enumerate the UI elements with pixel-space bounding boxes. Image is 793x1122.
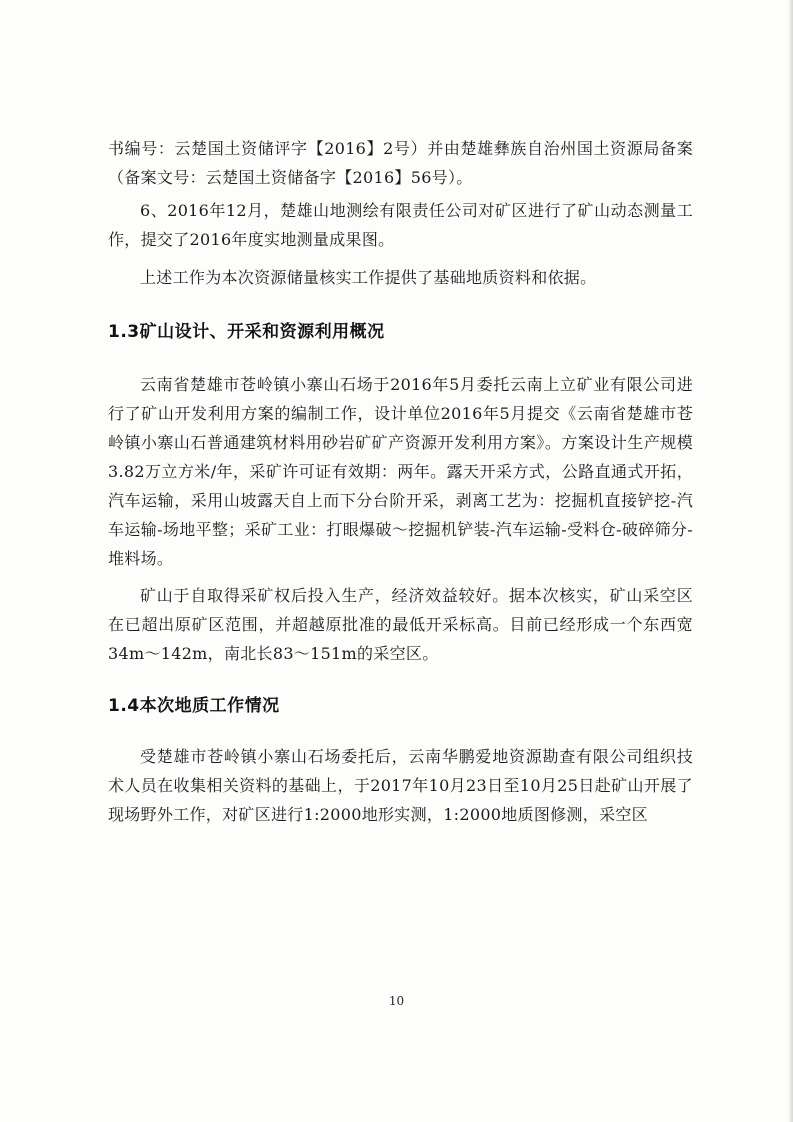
paragraph-survey-2016: 6、2016年12月，楚雄山地测绘有限责任公司对矿区进行了矿山动态测量工作，提交了2016年度实地测量成果图。 bbox=[108, 201, 693, 249]
section-heading-1-4: 1.4本次地质工作情况 bbox=[108, 696, 280, 716]
paragraph-report-filing: 书编号：云楚国土资储评字【2016】2号）并由楚雄彝族自治州国土资源局备案（备案文号：云楚国土资储备字【2016】56号）。 bbox=[108, 139, 693, 187]
scan-edge bbox=[789, 0, 793, 1122]
paragraph-mine-design: 云南省楚雄市苍岭镇小寨山石场于2016年5月委托云南上立矿业有限公司进行了矿山开发利用方案的编制工作，设计单位2016年5月提交《云南省楚雄市苍岭镇小寨山石普通建筑材料用砂岩矿矿产资源开发利用方案》。方案设计生产规模3.82万立方米/年，采矿许可证有效期：两年。露天开采方式，公路直通式开拓，汽车运输，采用山坡露天自上而下分台阶开采，剥离工艺为：挖掘机直接铲挖-汽车运输-场地平整；采矿工业：打眼爆破～挖掘机铲装-汽车运输-受料仓-破碎筛分-堆料场。 bbox=[108, 375, 693, 568]
paragraph-geological-work: 受楚雄市苍岭镇小寨山石场委托后，云南华鹏爱地资源勘查有限公司组织技术人员在收集相关资料的基础上，于2017年10月23日至10月25日赴矿山开展了现场野外工作，对矿区进行1:2000地形实测，1:2000地质图修测，采空区 bbox=[108, 747, 693, 824]
paragraph-mining-status: 矿山于自取得采矿权后投入生产，经济效益较好。据本次核实，矿山采空区在已超出原矿区范围，并超越原批准的最低开采标高。目前已经形成一个东西宽34m～142m，南北长83～151m的采空区。 bbox=[108, 586, 693, 663]
page-body bbox=[108, 134, 693, 829]
paragraph-basis-summary: 上述工作为本次资源储量核实工作提供了基础地质资料和依据。 bbox=[140, 268, 597, 287]
section-heading-1-3: 1.3矿山设计、开采和资源利用概况 bbox=[108, 322, 385, 342]
page-number: 10 bbox=[388, 994, 405, 1008]
